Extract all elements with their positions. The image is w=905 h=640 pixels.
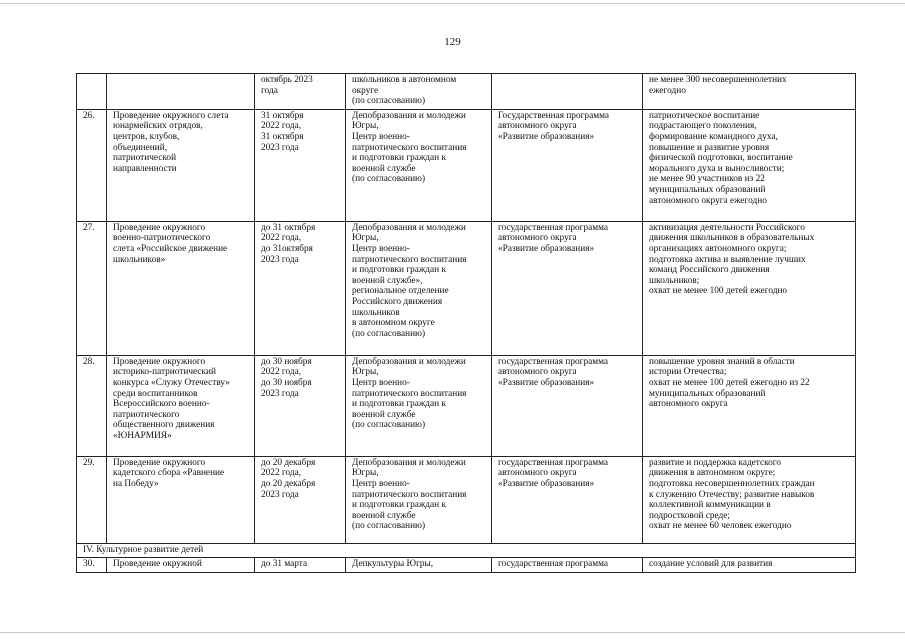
event-funding-source: Государственная программа автономного округа «Развитие образования» [492,109,643,221]
event-executor: Депобразования и молодежи Югры, Центр военно- патриотического воспитания и подготовки граждан к военной службе (по согласованию) [346,109,492,221]
event-executor: Депобразования и молодежи Югры, Центр военно- патриотического воспитания и подготовки граждан к военной службе», региональное отделение Российского движения школьников в автономном округе (по согласованию) [346,221,492,355]
event-name: Проведение окружного историко-патриотический конкурса «Служу Отечеству» среди воспитанников Всероссийского военно- патриотического общественного движения «ЮНАРМИЯ» [107,355,255,456]
event-term: 31 октября 2022 года, 31 октября 2023 года [255,109,346,221]
event-executor: Депобразования и молодежи Югры, Центр военно- патриотического воспитания и подготовки граждан к военной службе (по согласованию) [346,355,492,456]
events-table [76,73,856,573]
table-row [77,109,856,221]
page-number: 129 [444,36,461,48]
row-number: 28. [77,355,107,456]
event-name: Проведение окружного военно-патриотического слета «Российское движение школьников» [107,221,255,355]
table-row [77,558,856,573]
event-result: развитие и поддержка кадетского движения в автономном округе; подготовка несовершеннолетних граждан к служению Отечеству; развитие навыков коллективной коммуникации в подростковой среде; охват не менее 60 человек ежегодно [643,456,856,543]
event-funding-source: государственная программа автономного округа «Развитие образования» [492,355,643,456]
event-name [107,74,255,110]
event-name: Проведение окружной [107,558,255,573]
event-funding-source: государственная программа автономного округа «Развитие образования» [492,221,643,355]
table-row [77,456,856,543]
event-executor: школьников в автономном округе (по согласованию) [346,74,492,110]
event-result: повышение уровня знаний в области истории Отечества; охват не менее 100 детей ежегодно из 22 муниципальных образований автономного округа [643,355,856,456]
event-term: до 31 октября 2022 года, до 31октября 2023 года [255,221,346,355]
event-term: до 31 марта [255,558,346,573]
row-number: 27. [77,221,107,355]
section-row [77,543,856,558]
event-result: активизация деятельности Российского движения школьников в образовательных организациях автономного округа; подготовка актива и выявление лучших команд Российского движения школьников; охват не менее 100 детей ежегодно [643,221,856,355]
event-result: патриотическое воспитание подрастающего поколения, формирование командного духа, повышение и развитие уровня физической подготовки, воспитание морального духа и выносливости; не менее 90 участников из 22 муниципальных образований автономного округа ежегодно [643,109,856,221]
event-name: Проведение окружного кадетского сбора «Равнение на Победу» [107,456,255,543]
event-funding-source: государственная программа [492,558,643,573]
event-term: до 30 ноября 2022 года, до 30 ноября 2023 года [255,355,346,456]
event-name: Проведение окружного слета юнармейских отрядов, центров, клубов, объединений, патриотической направленности [107,109,255,221]
table-row [77,74,856,110]
row-number: 26. [77,109,107,221]
scan-line-top [0,3,905,4]
event-funding-source [492,74,643,110]
event-result: не менее 300 несовершеннолетних ежегодно [643,74,856,110]
event-result: создание условий для развития [643,558,856,573]
event-term: октябрь 2023 года [255,74,346,110]
table-row [77,355,856,456]
section-title: IV. Культурное развитие детей [77,543,856,558]
scan-line-bottom [0,632,905,633]
event-executor: Депкультуры Югры, [346,558,492,573]
row-number: 29. [77,456,107,543]
row-number: 30. [77,558,107,573]
table-row [77,221,856,355]
event-executor: Депобразования и молодежи Югры, Центр военно- патриотического воспитания и подготовки граждан к военной службе (по согласованию) [346,456,492,543]
event-term: до 20 декабря 2022 года, до 20 декабря 2023 года [255,456,346,543]
row-number [77,74,107,110]
event-funding-source: государственная программа автономного округа «Развитие образования» [492,456,643,543]
